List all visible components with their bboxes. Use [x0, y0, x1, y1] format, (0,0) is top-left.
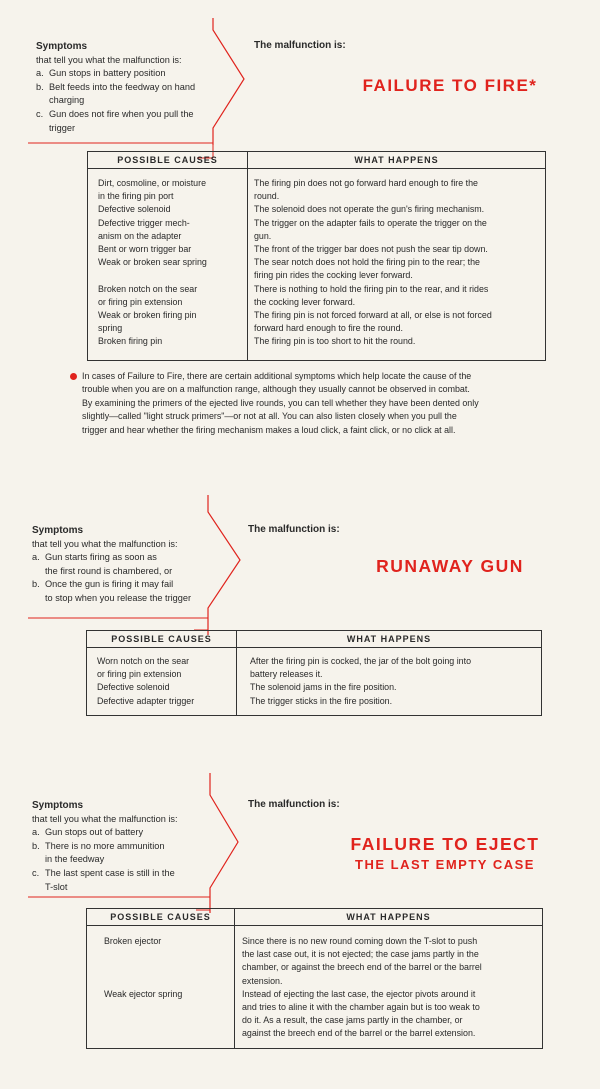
- header-possible-causes: POSSIBLE CAUSES: [117, 155, 218, 165]
- causes-table: [86, 630, 542, 716]
- column-divider: [234, 909, 235, 1048]
- malfunction-title: FAILURE TO EJECT THE LAST EMPTY CASE: [350, 834, 540, 872]
- red-bullet-icon: [70, 373, 77, 380]
- causes-table: [87, 151, 546, 361]
- failure-to-fire-note: In cases of Failure to Fire, there are certain additional symptoms which help locate the cause of the trouble when you are on a malfunction range, although they usually cannot be observed in combat. By examining the primers of the ejected live rounds, you can tell whether they have been dented only slightly—called "light struck primers"—or not at all. You can also listen closely when you pull the trigger and hear whether the firing mechanism makes a loud click, a faint click, or no click at all.: [82, 371, 479, 435]
- symptoms-heading: Symptoms: [32, 525, 84, 536]
- causes-table: [86, 908, 543, 1049]
- happens-column: Since there is no new round coming down the T-slot to push the last case out, it is not ejected; the case jams partly in the chamber, or against the breech end of the barrel or the barrel extension. Instead of ejecting the last case, the ejector pivots around it and tries to aline it with the chamber again but is too weak to do it. As a result, the case jams partly in the chamber, or against the breech end of the barrel or the barrel extension.: [242, 936, 482, 1039]
- symptom-item: c. The last spent case is still in the T-slot: [32, 867, 175, 892]
- header-possible-causes: POSSIBLE CAUSES: [111, 634, 212, 644]
- section-failure-to-eject: [0, 768, 600, 1089]
- causes-column: Worn notch on the sear or firing pin extension Defective solenoid Defective adapter trigger: [97, 656, 195, 706]
- happens-column: After the firing pin is cocked, the jar of the bolt going into battery releases it. The solenoid jams in the fire position. The trigger sticks in the fire position.: [250, 656, 472, 706]
- symptom-item: b. There is no more ammunition in the feedway: [32, 840, 165, 865]
- symptom-item: a. Gun starts firing as soon as the first round is chambered, or: [32, 552, 173, 576]
- table-header: [88, 152, 545, 169]
- symptom-item: c. Gun does not fire when you pull the trigger: [36, 108, 194, 133]
- malfunction-label: The malfunction is:: [254, 40, 346, 51]
- header-what-happens: WHAT HAPPENS: [354, 155, 439, 165]
- table-header: [87, 909, 542, 926]
- symptoms-list: [36, 40, 226, 135]
- header-what-happens: WHAT HAPPENS: [346, 634, 432, 644]
- symptoms-heading: Symptoms: [32, 800, 84, 811]
- table-header: [87, 631, 541, 648]
- column-divider: [247, 152, 248, 360]
- symptom-item: b. Belt feeds into the feedway on hand charging: [36, 81, 196, 106]
- column-divider: [236, 631, 237, 715]
- malfunction-title: FAILURE TO FIRE*: [362, 76, 538, 95]
- causes-column: Dirt, cosmoline, or moisture in the firing pin port Defective solenoid Defective trigger mech- anism on the adapter Bent or worn trigger bar Weak or broken sear spring Broken notch on the sear or firing pin extension Weak or broken firing pin spring Broken firing pin: [98, 178, 207, 347]
- symptom-item: a. Gun stops out of battery: [32, 827, 144, 838]
- symptom-item: a. Gun stops in battery position: [36, 68, 166, 79]
- symptoms-intro: that tell you what the malfunction is:: [32, 538, 178, 549]
- malfunction-label: The malfunction is:: [248, 799, 340, 810]
- happens-column: The firing pin does not go forward hard enough to fire the round. The solenoid does not operate the gun's firing mechanism. The trigger on the adapter fails to operate the trigger on the gun. The front of the trigger bar does not push the sear tip down. The sear notch does not hold the firing pin to the rear; the firing pin rides the cocking lever forward. There is nothing to hold the firing pin to the rear, and it rides the cocking lever forward. The firing pin is not forced forward at all, or else is not forced forward hard enough to fire the round. The firing pin is too short to hit the round.: [254, 178, 492, 347]
- symptoms-intro: that tell you what the malfunction is:: [36, 54, 182, 65]
- causes-column: Broken ejector Weak ejector spring: [104, 936, 183, 999]
- section-runaway-gun: [0, 490, 600, 730]
- symptoms-intro: that tell you what the malfunction is:: [32, 813, 178, 824]
- header-what-happens: WHAT HAPPENS: [346, 912, 431, 922]
- symptoms-heading: Symptoms: [36, 41, 88, 52]
- symptoms-list: [32, 799, 222, 894]
- malfunction-label: The malfunction is:: [248, 524, 340, 535]
- symptoms-list: [32, 524, 232, 606]
- section-failure-to-fire: [0, 0, 600, 370]
- symptom-item: b. Once the gun is firing it may fail to stop when you release the trigger: [32, 579, 192, 603]
- header-possible-causes: POSSIBLE CAUSES: [110, 912, 211, 922]
- malfunction-title: RUNAWAY GUN: [376, 556, 524, 576]
